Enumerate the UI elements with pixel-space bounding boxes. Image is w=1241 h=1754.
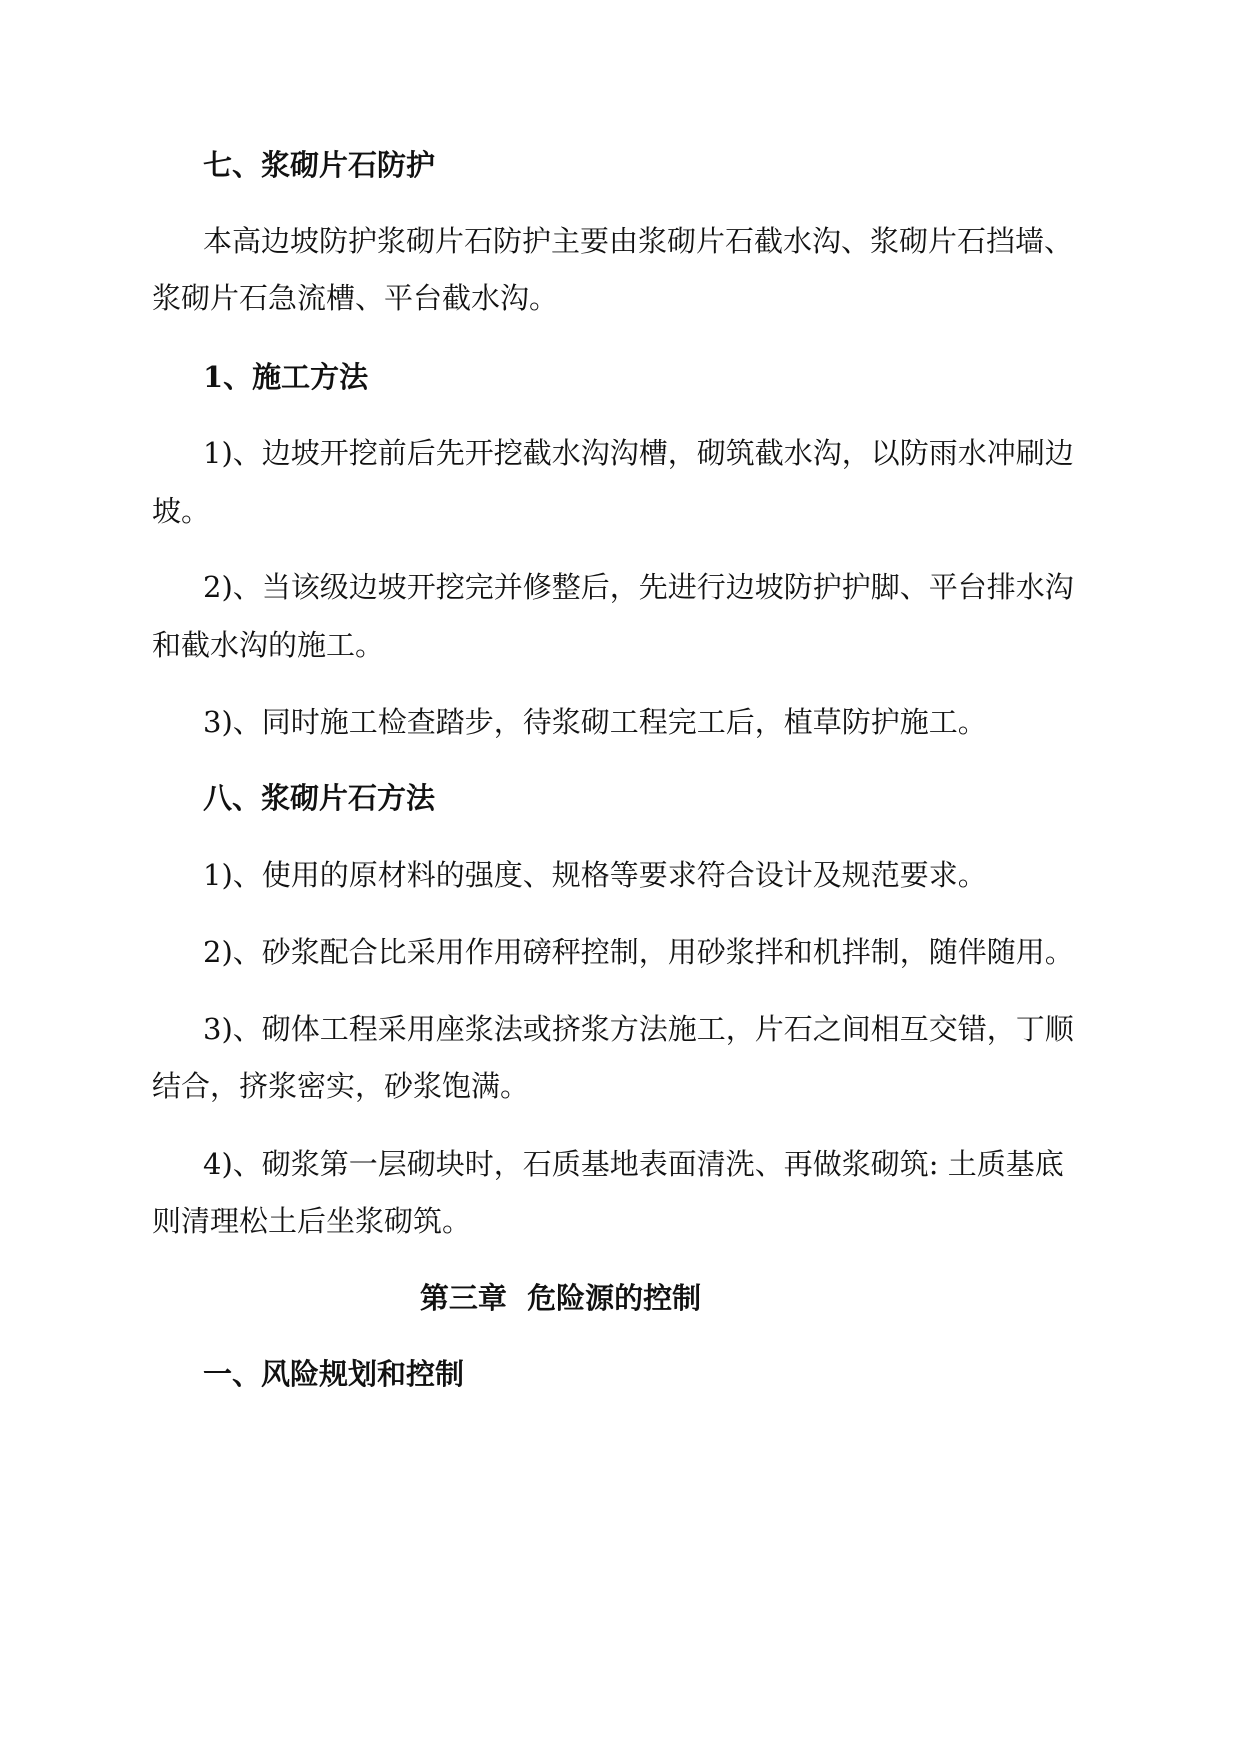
list-item: 4)、砌浆第一层砌块时，石质基地表面清洗、再做浆砌筑: 土质基底 xyxy=(203,1147,1064,1181)
paragraph-line: 本高边坡防护浆砌片石防护主要由浆砌片石截水沟、浆砌片石挡墙、 xyxy=(203,224,1074,258)
list-item: 1)、使用的原材料的强度、规格等要求符合设计及规范要求。 xyxy=(203,858,987,892)
list-item: 2)、砂浆配合比采用作用磅秤控制，用砂浆拌和机拌制，随伴随用。 xyxy=(203,935,1074,969)
list-item: 3)、同时施工检查踏步，待浆砌工程完工后，植草防护施工。 xyxy=(203,705,987,739)
chapter-title: 第三章 危险源的控制 xyxy=(419,1281,702,1315)
list-item-continuation: 和截水沟的施工。 xyxy=(152,628,385,662)
list-item: 1)、边坡开挖前后先开挖截水沟沟槽，砌筑截水沟，以防雨水冲刷边 xyxy=(203,436,1074,470)
list-item-continuation: 结合，挤浆密实，砂浆饱满。 xyxy=(152,1069,530,1103)
list-item: 3)、砌体工程采用座浆法或挤浆方法施工，片石之间相互交错，丁顺 xyxy=(203,1012,1074,1046)
subsection-heading-methods: 1、施工方法 xyxy=(203,360,369,394)
paragraph-line: 浆砌片石急流槽、平台截水沟。 xyxy=(152,281,559,315)
section-heading-7: 七、浆砌片石防护 xyxy=(203,148,436,182)
subsection-heading-risk: 一、风险规划和控制 xyxy=(203,1357,465,1391)
list-item-continuation: 则清理松土后坐浆砌筑。 xyxy=(152,1204,472,1238)
list-item-continuation: 坡。 xyxy=(152,494,211,528)
list-item: 2)、当该级边坡开挖完并修整后，先进行边坡防护护脚、平台排水沟 xyxy=(203,570,1074,604)
section-heading-8: 八、浆砌片石方法 xyxy=(203,781,436,815)
